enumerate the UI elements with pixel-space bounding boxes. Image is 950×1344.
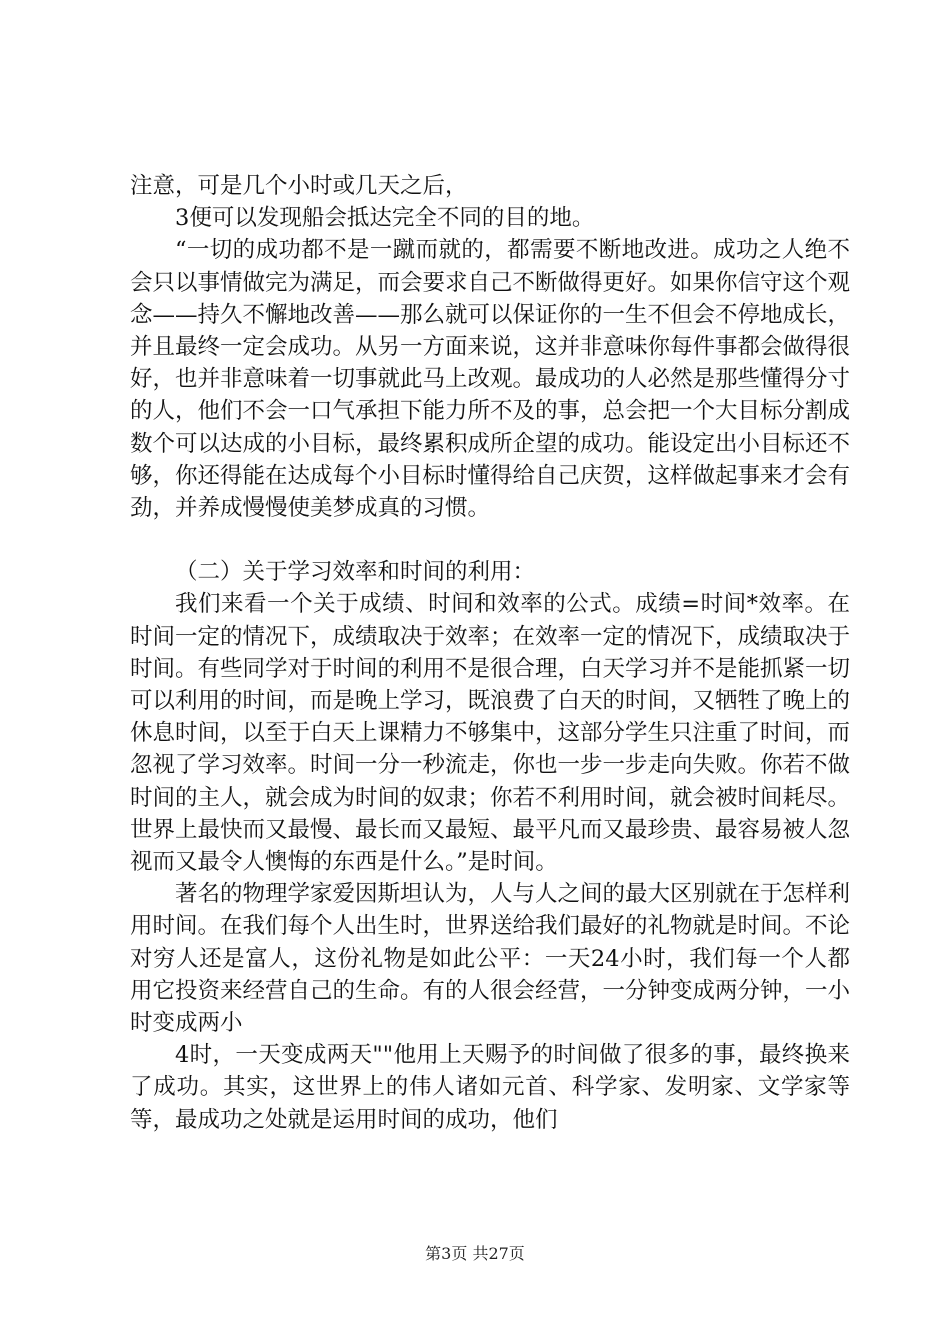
- document-body: [130, 170, 850, 1136]
- paragraph-spacer: [130, 524, 850, 556]
- paragraph: 3便可以发现船会抵达完全不同的目的地。: [175, 205, 595, 232]
- section-heading: （二）关于学习效率和时间的利用：: [175, 559, 536, 586]
- paragraph: 4时，一天变成两天""他用上天赐予的时间做了很多的事，最终换来了成功。其实，这世界上的伟人诸如元首、科学家、发明家、文学家等等，最成功之处就是运用时间的成功，他们: [130, 1042, 850, 1133]
- page-number-footer: 第3页 共27页: [425, 1244, 525, 1263]
- paragraph: 注意，可是几个小时或几天之后，: [130, 173, 468, 199]
- paragraph: 我们来看一个关于成绩、时间和效率的公式。成绩=时间*效率。在时间一定的情况下，成绩取决于效率；在效率一定的情况下，成绩取决于时间。有些同学对于时间的利用不是很合理，白天学习并不是能抓紧一切可以利用的时间，而是晚上学习，既浪费了白天的时间，又牺牲了晚上的休息时间，以至于白天上课精力不够集中，这部分学生只注重了时间，而忽视了学习效率。时间一分一秒流走，你也一步一步走向失败。你若不做时间的主人，就会成为时间的奴隶；你若不利用时间，就会被时间耗尽。世界上最快而又最慢、最长而又最短、最平凡而又最珍贵、最容易被人忽视而又最令人懊悔的东西是什么。”是时间。: [130, 591, 851, 876]
- paragraph: 著名的物理学家爱因斯坦认为，人与人之间的最大区别就在于怎样利用时间。在我们每个人出生时，世界送给我们最好的礼物就是时间。不论对穷人还是富人，这份礼物是如此公平：一天24小时，我们每一个人都用它投资来经营自己的生命。有的人很会经营，一分钟变成两分钟，一小时变成两小: [130, 881, 851, 1037]
- paragraph: “一切的成功都不是一蹴而就的，都需要不断地改进。成功之人绝不会只以事情做完为满足，而会要求自己不断做得更好。如果你信守这个观念——持久不懈地改善——那么就可以保证你的一生不但会不停地成长，并且最终一定会成功。从另一方面来说，这并非意味你每件事都会做得很好，也并非意味着一切事就此马上改观。最成功的人必然是那些懂得分寸的人，他们不会一口气承担下能力所不及的事，总会把一个大目标分割成数个可以达成的小目标，最终累积成所企望的成功。能设定出小目标还不够，你还得能在达成每个小目标时懂得给自己庆贺，这样做起事来才会有劲，并养成慢慢使美梦成真的习惯。: [130, 237, 851, 522]
